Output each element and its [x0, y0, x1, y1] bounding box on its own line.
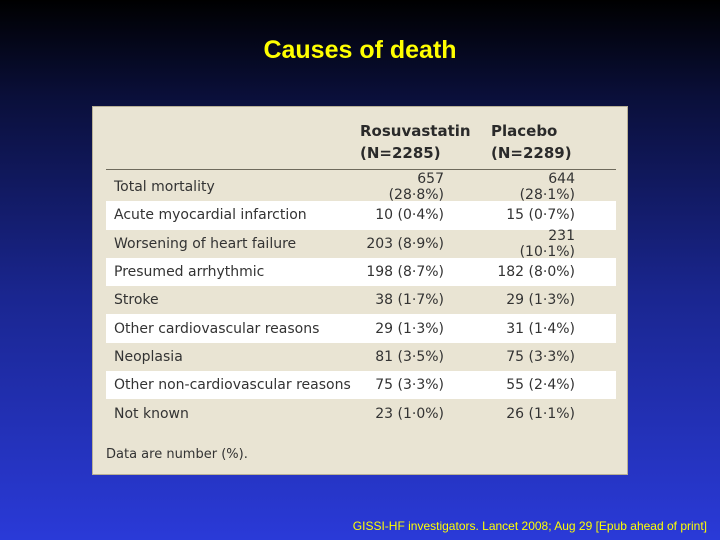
rosuvastatin-cell: 657 (28·8%) — [388, 171, 444, 204]
placebo-cell: 182 (8·0%) — [497, 264, 575, 281]
table-row — [106, 399, 616, 427]
rosuvastatin-cell: 29 (1·3%) — [375, 320, 444, 337]
header-placebo-name: Placebo — [491, 122, 558, 140]
placebo-cell: 231 (10·1%) — [519, 227, 575, 260]
placebo-cell: 644 (28·1%) — [519, 171, 575, 204]
rosuvastatin-cell: 75 (3·3%) — [375, 377, 444, 394]
table-body — [106, 173, 616, 428]
header-rosuvastatin-name: Rosuvastatin — [360, 122, 471, 140]
cause-cell: Neoplasia — [114, 348, 183, 365]
table-row — [106, 201, 616, 229]
slide-title: Causes of death — [263, 36, 457, 64]
table-row — [106, 258, 616, 286]
table-row — [106, 371, 616, 399]
rosuvastatin-cell: 38 (1·7%) — [375, 292, 444, 309]
header-cause — [106, 119, 360, 169]
placebo-cell: 31 (1·4%) — [506, 320, 575, 337]
table-row — [106, 227, 616, 260]
cause-cell: Worsening of heart failure — [114, 235, 297, 252]
rosuvastatin-cell: 23 (1·0%) — [375, 405, 444, 422]
cause-cell: Presumed arrhythmic — [114, 264, 265, 281]
rosuvastatin-cell: 81 (3·5%) — [375, 348, 444, 365]
cause-cell: Not known — [114, 405, 189, 422]
causes-of-death-table — [106, 119, 616, 428]
header-placebo-n: (N=2289) — [491, 144, 572, 162]
table-header-row — [106, 119, 616, 170]
placebo-cell: 55 (2·4%) — [506, 377, 575, 394]
cause-cell: Acute myocardial infarction — [114, 207, 307, 224]
rosuvastatin-cell: 198 (8·7%) — [366, 264, 444, 281]
header-placebo — [491, 119, 616, 169]
table-row — [106, 343, 616, 371]
placebo-cell: 29 (1·3%) — [506, 292, 575, 309]
rosuvastatin-cell: 10 (0·4%) — [375, 207, 444, 224]
table-row — [106, 171, 616, 204]
placebo-cell: 26 (1·1%) — [506, 405, 575, 422]
table-footnote: Data are number (%). — [106, 447, 248, 462]
table-panel — [92, 106, 628, 475]
header-rosuvastatin — [360, 119, 491, 169]
cause-cell: Other non-cardiovascular reasons — [114, 377, 351, 394]
cause-cell: Stroke — [114, 292, 159, 309]
rosuvastatin-cell: 203 (8·9%) — [366, 235, 444, 252]
header-rosuvastatin-n: (N=2285) — [360, 144, 441, 162]
placebo-cell: 15 (0·7%) — [506, 207, 575, 224]
cause-cell: Total mortality — [114, 179, 215, 196]
table-row — [106, 314, 616, 342]
table-row — [106, 286, 616, 314]
placebo-cell: 75 (3·3%) — [506, 348, 575, 365]
citation: GISSI-HF investigators. Lancet 2008; Aug 29 [Epub ahead of print] — [352, 519, 707, 533]
cause-cell: Other cardiovascular reasons — [114, 320, 320, 337]
